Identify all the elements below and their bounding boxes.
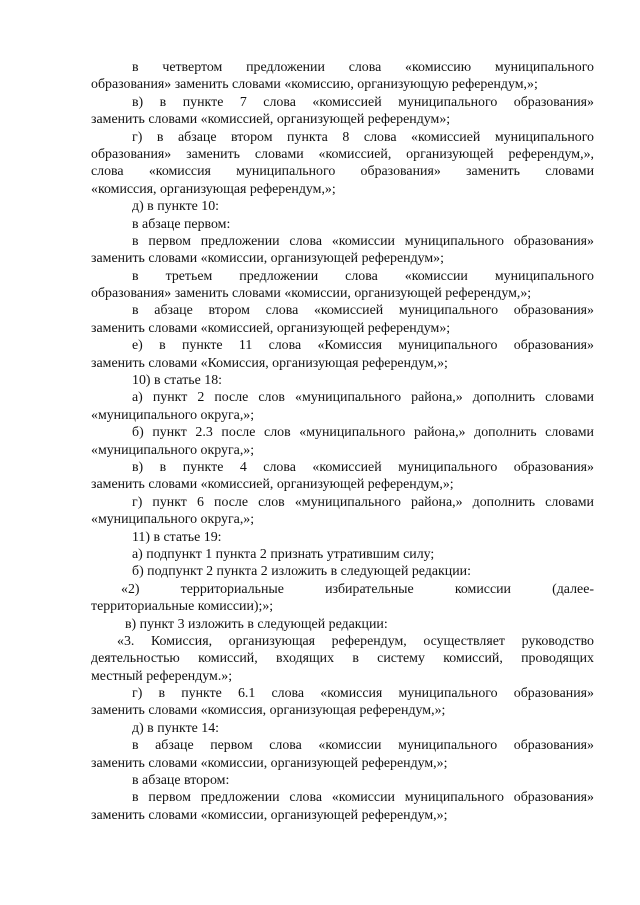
text-line: заменить словами «комиссии, организующей референдум»;: [91, 251, 444, 267]
document-page: [91, 59, 594, 824]
text-line: в третьем предложении слова «комиссии муниципального: [132, 268, 594, 284]
text-line: образования» заменить словами «комиссией, организующей референдум,»,: [91, 146, 594, 162]
text-line: «комиссия, организующая референдум,»;: [91, 181, 336, 197]
text-line: местный референдум.»;: [91, 668, 233, 684]
text-line: заменить словами «Комиссия, организующая референдум,»;: [91, 355, 448, 371]
text-line: б) подпункт 2 пункта 2 изложить в следующей редакции:: [132, 564, 471, 580]
text-line: «3. Комиссия, организующая референдум, осуществляет руководство: [117, 633, 594, 649]
text-line: 10) в статье 18:: [132, 373, 223, 389]
text-line: заменить словами «комиссия, организующая референдум,»;: [91, 703, 446, 719]
text-line: в абзаце первом:: [132, 216, 231, 232]
text-line: заменить словами «комиссии, организующей референдум,»;: [91, 755, 448, 771]
text-line: территориальные комиссии);»;: [91, 599, 274, 615]
text-line: заменить словами «комиссией, организующей референдум»;: [91, 320, 451, 336]
text-line: в первом предложении слова «комиссии муниципального образования»: [132, 790, 594, 806]
text-line: б) пункт 2.3 после слов «муниципального района,» дополнить словами: [132, 425, 594, 441]
text-line: образования» заменить словами «комиссию, организующую референдум,»;: [91, 77, 538, 93]
text-line: в) в пункте 4 слова «комиссией муниципального образования»: [132, 459, 594, 475]
text-line: в абзаце втором слова «комиссией муниципального образования»: [132, 303, 594, 319]
text-line: д) в пункте 14:: [132, 720, 220, 736]
text-line: заменить словами «комиссией, организующей референдум»;: [91, 112, 451, 128]
text-line: «муниципального округа,»;: [91, 442, 255, 458]
text-line: в) пункт 3 изложить в следующей редакции:: [125, 616, 388, 632]
text-line: д) в пункте 10:: [132, 199, 220, 215]
text-line: в четвертом предложении слова «комиссию муниципального: [132, 60, 594, 75]
text-line: заменить словами «комиссией, организующей референдум,»;: [91, 477, 454, 493]
text-line: заменить словами «комиссии, организующей референдум,»;: [91, 807, 448, 823]
text-line: г) в пункте 6.1 слова «комиссия муниципального образования»: [132, 686, 594, 702]
text-line: в первом предложении слова «комиссии муниципального образования»: [132, 233, 594, 249]
text-line: в абзаце первом слова «комиссии муниципального образования»: [132, 738, 594, 754]
text-line: «2) территориальные избирательные комиссии (далее-: [121, 581, 594, 597]
text-line: «муниципального округа,»;: [91, 512, 255, 528]
text-line: в) в пункте 7 слова «комиссией муниципального образования»: [132, 94, 594, 110]
text-line: а) пункт 2 после слов «муниципального района,» дополнить словами: [132, 390, 594, 406]
text-line: г) пункт 6 после слов «муниципального района,» дополнить словами: [132, 494, 594, 510]
text-line: г) в абзаце втором пункта 8 слова «комиссией муниципального: [132, 129, 594, 145]
text-line: 11) в статье 19:: [132, 529, 222, 545]
text-line: слова «комиссия муниципального образования» заменить словами: [91, 164, 594, 180]
text-line: деятельностью комиссий, входящих в систему комиссий, проводящих: [91, 651, 594, 667]
text-line: образования» заменить словами «комиссии, организующей референдум,»;: [91, 286, 532, 302]
text-line: «муниципального округа,»;: [91, 407, 255, 423]
text-line: е) в пункте 11 слова «Комиссия муниципального образования»: [132, 338, 594, 354]
text-line: а) подпункт 1 пункта 2 признать утратившим силу;: [132, 546, 435, 562]
text-line: в абзаце втором:: [132, 773, 230, 789]
